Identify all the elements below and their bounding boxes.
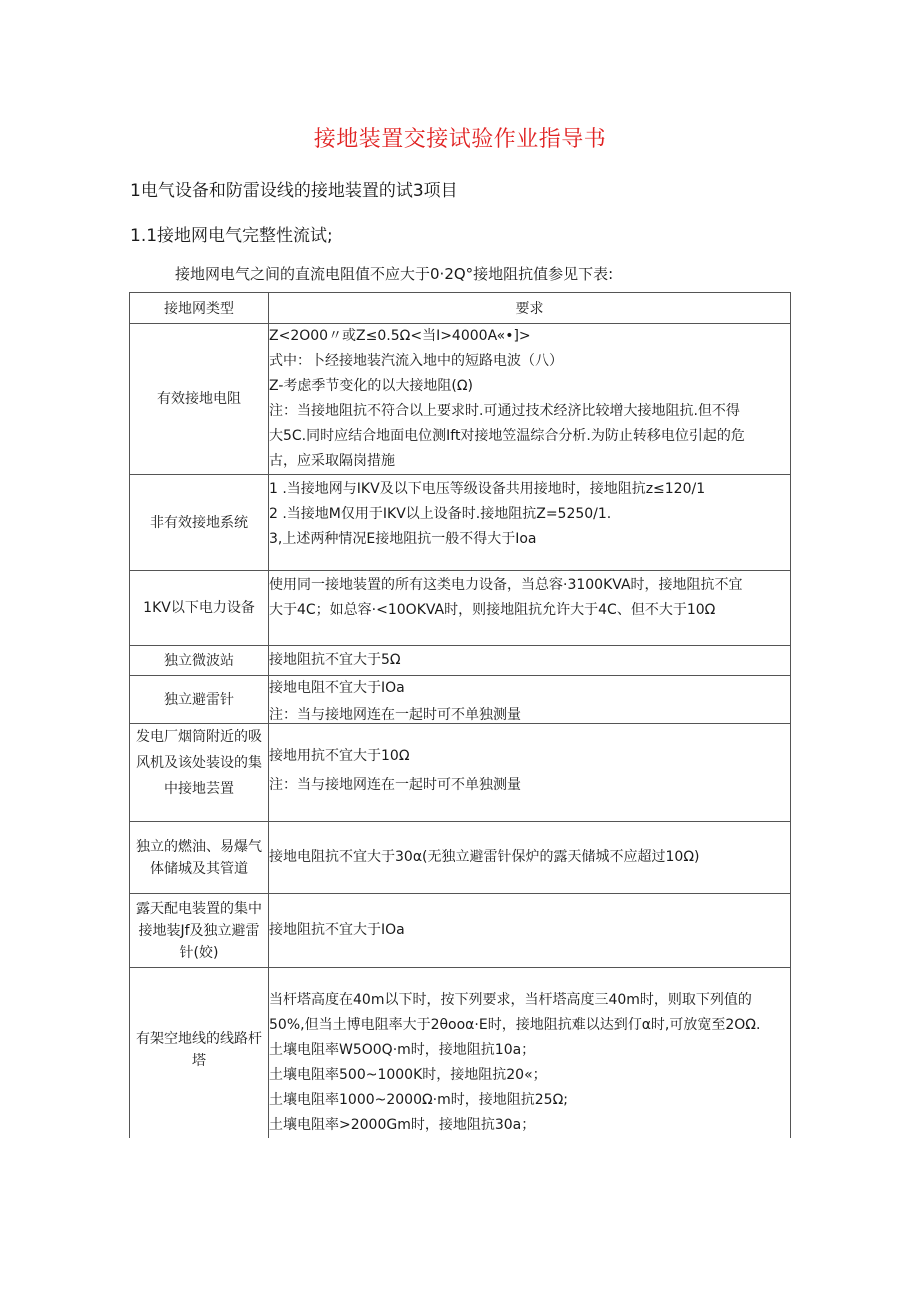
row-type — [130, 724, 269, 822]
intro-paragraph: 接地网电气之间的直流电阻值不应大于0·2Q°接地阻抗值参见下表: — [175, 265, 614, 283]
row-requirement — [269, 475, 791, 571]
row-type: 1KV以下电力设备 — [130, 571, 269, 646]
table-row — [130, 676, 791, 724]
type-line: 塔 — [192, 1053, 206, 1069]
req-line: Z<2O00〃或Z≤0.5Ω<当I>4000A«•]> — [269, 328, 531, 344]
row-requirement — [269, 724, 791, 822]
req-line: 式中：卜经接地装汽流入地中的短路电波（八） — [269, 353, 563, 369]
req-line: 注：当与接地网连在一起时可不单独测量 — [269, 707, 521, 723]
req-line: 使用同一接地装置的所有这类电力设备，当总容·3100KVA时，接地阻抗不宜 — [269, 577, 743, 593]
type-line: 体储城及其管道 — [150, 860, 248, 877]
type-line: 露天配电装置的集中 — [136, 900, 262, 917]
row-type — [130, 968, 269, 1139]
req-line: 接地阻抗不宜大于5Ω — [269, 652, 401, 668]
table-row — [130, 968, 791, 1139]
header-requirement: 要求 — [269, 293, 791, 324]
req-line: 土壤电阻率>2000Gm时，接地阻抗30a； — [269, 1117, 536, 1133]
type-line: 独立的燃油、易爆气 — [136, 838, 262, 855]
table-row — [130, 571, 791, 646]
req-line: 1 .当接地网与IKV及以下电压等级设备共用接地时，接地阻抗z≤120/1 — [269, 481, 706, 497]
table-row — [130, 646, 791, 676]
subsection-heading: 1.1接地网电气完整性流试; — [130, 226, 333, 246]
type-line: 中接地芸置 — [164, 781, 234, 797]
row-type: 有效接地电阻 — [130, 324, 269, 475]
req-line: 土壤电阻率500~1000K时，接地阻抗20«； — [269, 1067, 547, 1083]
row-requirement — [269, 676, 791, 724]
header-type: 接地网类型 — [130, 293, 269, 324]
req-line: 古，应采取隔岗措施 — [269, 453, 395, 469]
row-requirement — [269, 571, 791, 646]
row-requirement — [269, 324, 791, 475]
table-row — [130, 324, 791, 475]
req-line: 2 .当接地M仅用于IKV以上设备时.接地阻抗Z=5250/1. — [269, 506, 612, 522]
req-line: 当杆塔高度在40m以下时，按下列要求，当杆塔高度三40m时，则取下列值的 — [269, 992, 752, 1008]
req-line: Z-考虑季节变化的以大接地阻(Ω) — [269, 378, 474, 394]
grounding-requirements-table — [129, 292, 791, 1138]
row-type: 独立微波站 — [130, 646, 269, 676]
req-line: 50%,但当土博电阻率大于2θooα·E时，接地阻抗难以达到仃α时,可放宽至2OΩ. — [269, 1017, 761, 1033]
req-line: 土壤电阻率1000~2000Ω·m时，接地阻抗25Ω; — [269, 1092, 569, 1108]
table-row — [130, 475, 791, 571]
table-row — [130, 724, 791, 822]
row-type — [130, 822, 269, 894]
req-line: 接地电阻不宜大于IOa — [269, 680, 405, 696]
req-line: 接地阻抗不宜大于IOa — [269, 922, 405, 938]
type-line: 有架空地线的线路杆 — [136, 1031, 262, 1047]
row-requirement — [269, 968, 791, 1139]
req-line: 注：当接地阻抗不符合以上要求时.可通过技术经济比较增大接地阻抗.但不得 — [269, 403, 740, 419]
req-line: 大于4C；如总容·<10OKVA时，则接地阻抗允许大于4C、但不大于10Ω — [269, 602, 716, 618]
type-line: 风机及该处装设的集 — [136, 755, 262, 771]
req-line: 接地电阻抗不宜大于30α(无独立避雷针保炉的露天储城不应超过10Ω) — [269, 849, 700, 865]
row-requirement — [269, 646, 791, 676]
type-line: 发电厂烟筒附近的吸 — [136, 729, 262, 745]
row-type: 非有效接地系统 — [130, 475, 269, 571]
req-line: 接地用抗不宜大于10Ω — [269, 748, 410, 764]
row-requirement — [269, 894, 791, 968]
req-line: 3,上述两种情况E接地阻抗一般不得大于Ioa — [269, 531, 537, 547]
type-line: 针(姣) — [179, 944, 219, 961]
req-line: 注：当与接地网连在一起时可不单独测量 — [269, 777, 521, 793]
row-type — [130, 894, 269, 968]
table-row — [130, 894, 791, 968]
req-line: 土壤电阻率W5O0Q·m时，接地阻抗10a； — [269, 1042, 536, 1058]
section-heading: 1电气设备和防雷设线的接地装置的试3项目 — [130, 181, 458, 201]
row-requirement — [269, 822, 791, 894]
table-row — [130, 822, 791, 894]
req-line: 大5C.同时应结合地面电位测Ift对接地笠温综合分析.为防止转移电位引起的危 — [269, 428, 745, 444]
type-line: 接地装Jf及独立避雷 — [138, 922, 260, 939]
table-header-row — [130, 293, 791, 324]
row-type: 独立避雷针 — [130, 676, 269, 724]
document-title: 接地装置交接试验作业指导书 — [313, 127, 607, 152]
